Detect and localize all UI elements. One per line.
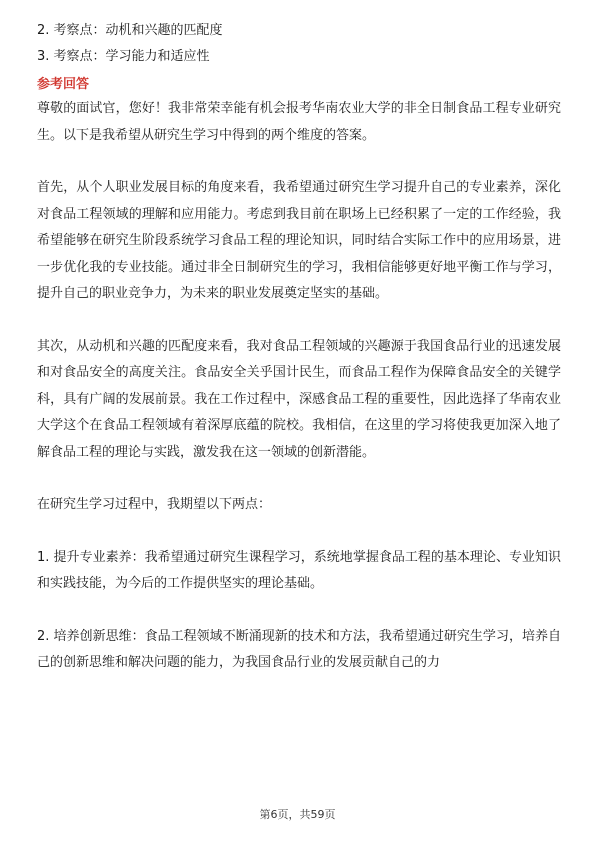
paragraph-career: 首先，从个人职业发展目标的角度来看，我希望通过研究生学习提升自己的专业素养，深化对食品工程领域的理解和应用能力。考虑到我目前在职场上已经积累了一定的工作经验，我希望能够在研究生阶段系统学习食品工程的理论知识，同时结合实际工作中的应用场景，进一步优化我的专业技能。通过非全日制研究生的学习，我相信能够更好地平衡工作与学习，提升自己的职业竞争力，为未来的职业发展奠定坚实的基础。 [37,180,561,301]
section-title: 参考回答 [37,77,90,92]
paragraph-gap [37,149,561,175]
paragraph-expectation-lead: 在研究生学习过程中，我期望以下两点： [37,497,272,512]
list-item-expectation-2: 2. 培养创新思维：食品工程领域不断涌现新的技术和方法，我希望通过研究生学习，培养自己的创新思维和解决问题的能力，为我国食品行业的发展贡献自己的力 [37,628,561,670]
paragraph-intro: 尊敬的面试官，您好！我非常荣幸能有机会报考华南农业大学的非全日制食品工程专业研究生。以下是我希望从研究生学习中得到的两个维度的答案。 [37,101,561,143]
paragraph-gap [37,466,561,492]
document-body [37,18,561,677]
paragraph-gap [37,308,561,334]
list-item-expectation-1: 1. 提升专业素养：我希望通过研究生课程学习，系统地掌握食品工程的基本理论、专业知识和实践技能，为今后的工作提供坚实的理论基础。 [37,549,561,591]
exam-point-3: 3. 考察点：学习能力和适应性 [37,49,210,64]
exam-point-2: 2. 考察点：动机和兴趣的匹配度 [37,23,223,38]
paragraph-gap [37,598,561,624]
paragraph-motivation: 其次，从动机和兴趣的匹配度来看，我对食品工程领域的兴趣源于我国食品行业的迅速发展和对食品安全的高度关注。食品安全关乎国计民生，而食品工程作为保障食品安全的关键学科，具有广阔的发展前景。我在工作过程中，深感食品工程的重要性，因此选择了华南农业大学这个在食品工程领域有着深厚底蕴的院校。我相信，在这里的学习将使我更加深入地了解食品工程的理论与实践，激发我在这一领域的创新潜能。 [37,338,561,460]
paragraph-gap [37,519,561,545]
page-number-footer: 第6页，共59页 [259,808,336,821]
